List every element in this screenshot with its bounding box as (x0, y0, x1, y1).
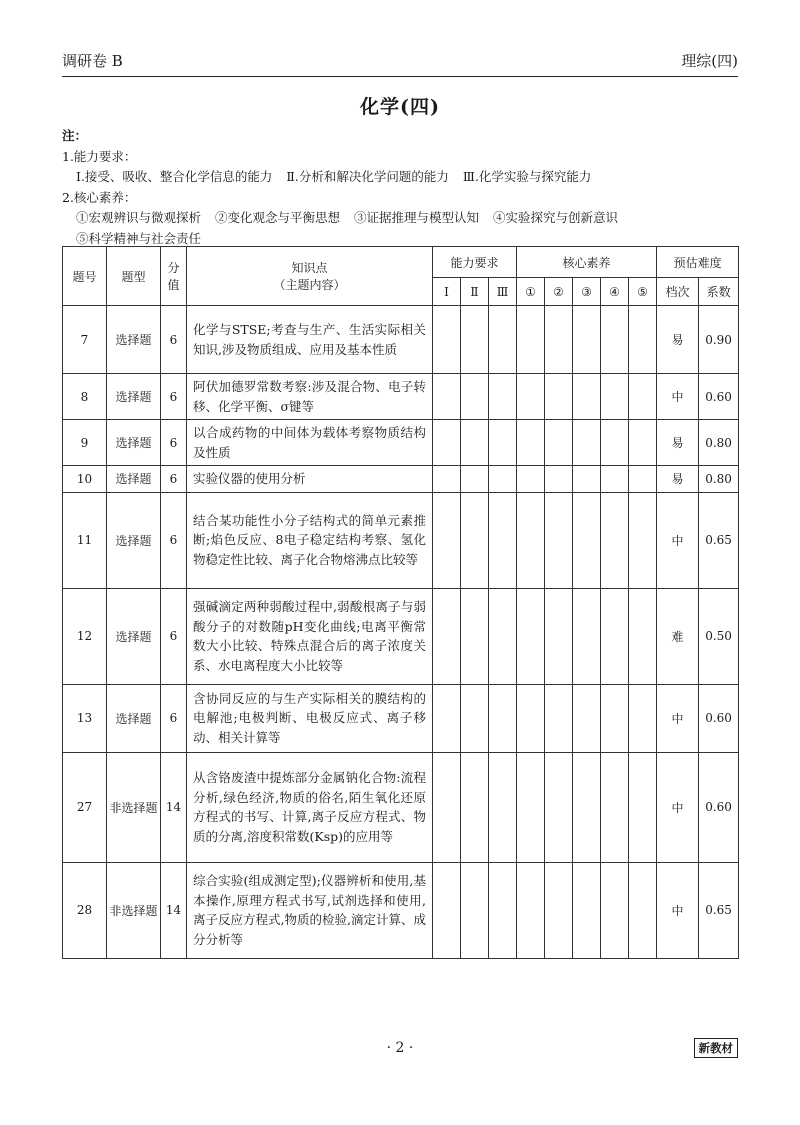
empty-cell (573, 684, 601, 752)
cell-type: 选择题 (107, 588, 161, 684)
cell-num: 12 (63, 588, 107, 684)
table-row (63, 306, 739, 374)
header-ability-col: Ⅲ (489, 278, 517, 306)
cell-num: 9 (63, 420, 107, 466)
literacy-item: ③证据推理与模型认知 (354, 210, 480, 225)
empty-cell (601, 306, 629, 374)
cell-coef: 0.60 (699, 752, 739, 862)
cell-score: 6 (161, 492, 187, 588)
cell-level: 中 (657, 752, 699, 862)
check-mark (601, 862, 629, 958)
empty-cell (601, 588, 629, 684)
check-mark (545, 374, 573, 420)
cell-score: 14 (161, 862, 187, 958)
header-type: 题型 (107, 247, 161, 306)
table-row (63, 466, 739, 493)
check-mark (545, 684, 573, 752)
table-row (63, 420, 739, 466)
notes-label: 注： (62, 128, 88, 143)
check-mark (629, 752, 657, 862)
header-score-line2: 值 (167, 278, 180, 292)
cell-type: 非选择题 (107, 862, 161, 958)
cell-topic: 实验仪器的使用分析 (187, 466, 433, 493)
check-mark (545, 752, 573, 862)
cell-score: 6 (161, 466, 187, 493)
empty-cell (601, 374, 629, 420)
table-row (63, 492, 739, 588)
cell-level: 中 (657, 862, 699, 958)
header-difficulty-group: 预估难度 (657, 247, 739, 278)
header-score-line1: 分 (167, 261, 180, 275)
literacy-item: ⑤科学精神与社会责任 (76, 230, 202, 246)
empty-cell (629, 492, 657, 588)
check-mark (461, 420, 489, 466)
cell-topic: 从含铬废渣中提炼部分金属钠化合物:流程分析,绿色经济,物质的俗名,陌生氧化还原方程式的书写、计算,离子反应方程式、物质的分离,溶度积常数(Ksp)的应用等 (187, 752, 433, 862)
header-literacy-col: ⑤ (629, 278, 657, 306)
check-mark (461, 492, 489, 588)
empty-cell (489, 588, 517, 684)
cell-level: 中 (657, 684, 699, 752)
header-level-col: 档次 (657, 278, 699, 306)
cell-type: 非选择题 (107, 752, 161, 862)
check-mark (517, 862, 545, 958)
cell-level: 易 (657, 420, 699, 466)
empty-cell (545, 466, 573, 493)
check-mark (433, 684, 461, 752)
check-mark (573, 466, 601, 493)
empty-cell (433, 752, 461, 862)
check-mark (517, 752, 545, 862)
check-mark (461, 374, 489, 420)
cell-num: 10 (63, 466, 107, 493)
header-coef-col: 系数 (699, 278, 739, 306)
check-mark (545, 862, 573, 958)
cell-coef: 0.65 (699, 862, 739, 958)
cell-type: 选择题 (107, 684, 161, 752)
check-mark (461, 752, 489, 862)
table-row (63, 752, 739, 862)
cell-num: 8 (63, 374, 107, 420)
check-mark (517, 588, 545, 684)
check-mark (489, 466, 517, 493)
cell-num: 27 (63, 752, 107, 862)
check-mark (517, 306, 545, 374)
check-mark (517, 684, 545, 752)
empty-cell (489, 684, 517, 752)
cell-topic: 含协同反应的与生产实际相关的膜结构的电解池;电极判断、电极反应式、离子移动、相关计算等 (187, 684, 433, 752)
edition-badge: 新教材 (694, 1038, 739, 1058)
empty-cell (573, 588, 601, 684)
ability-heading: 1.能力要求： (62, 148, 137, 164)
cell-topic: 以合成药物的中间体为载体考察物质结构及性质 (187, 420, 433, 466)
empty-cell (629, 374, 657, 420)
cell-topic: 结合某功能性小分子结构式的简单元素推断;焰色反应、8电子稳定结构考察、氢化物稳定性比较、离子化合物熔沸点比较等 (187, 492, 433, 588)
header-divider (62, 76, 738, 77)
subject-label: 理综(四) (681, 52, 738, 70)
cell-coef: 0.80 (699, 466, 739, 493)
check-mark (545, 420, 573, 466)
header-literacy-col: ④ (601, 278, 629, 306)
check-mark (489, 862, 517, 958)
empty-cell (545, 306, 573, 374)
header-score (161, 247, 187, 306)
notes-section (62, 126, 618, 249)
empty-cell (629, 684, 657, 752)
check-mark (489, 752, 517, 862)
check-mark (545, 492, 573, 588)
page-header (62, 50, 738, 74)
check-mark (517, 374, 545, 420)
check-mark (573, 492, 601, 588)
empty-cell (489, 492, 517, 588)
check-mark (573, 752, 601, 862)
literacy-item: ④实验探究与创新意识 (493, 210, 619, 225)
cell-coef: 0.80 (699, 420, 739, 466)
check-mark (601, 466, 629, 493)
empty-cell (601, 492, 629, 588)
empty-cell (601, 420, 629, 466)
cell-type: 选择题 (107, 374, 161, 420)
cell-score: 6 (161, 588, 187, 684)
empty-cell (629, 466, 657, 493)
cell-num: 11 (63, 492, 107, 588)
cell-score: 6 (161, 420, 187, 466)
empty-cell (489, 306, 517, 374)
cell-level: 难 (657, 588, 699, 684)
header-literacy-col: ① (517, 278, 545, 306)
cell-coef: 0.50 (699, 588, 739, 684)
table-body (63, 306, 739, 959)
check-mark (601, 752, 629, 862)
empty-cell (461, 306, 489, 374)
cell-score: 6 (161, 306, 187, 374)
cell-num: 28 (63, 862, 107, 958)
table-row (63, 684, 739, 752)
cell-type: 选择题 (107, 466, 161, 493)
check-mark (461, 466, 489, 493)
cell-level: 中 (657, 374, 699, 420)
cell-coef: 0.90 (699, 306, 739, 374)
analysis-table (62, 246, 739, 959)
cell-score: 6 (161, 684, 187, 752)
check-mark (461, 862, 489, 958)
empty-cell (573, 420, 601, 466)
literacy-list (62, 208, 618, 229)
page-title: 化学(四) (360, 96, 440, 118)
header-topic-line2: （主题内容） (273, 278, 346, 292)
header-num: 题号 (63, 247, 107, 306)
header-topic-line1: 知识点 (291, 261, 328, 275)
empty-cell (489, 374, 517, 420)
table-row (63, 374, 739, 420)
header-literacy-col: ③ (573, 278, 601, 306)
cell-topic: 强碱滴定两种弱酸过程中,弱酸根离子与弱酸分子的对数随pH变化曲线;电离平衡常数大小比较、特殊点混合后的离子浓度关系、水电离程度大小比较等 (187, 588, 433, 684)
cell-type: 选择题 (107, 420, 161, 466)
check-mark (461, 588, 489, 684)
empty-cell (629, 420, 657, 466)
check-mark (461, 684, 489, 752)
cell-coef: 0.60 (699, 374, 739, 420)
check-mark (517, 466, 545, 493)
ability-item: Ⅱ.分析和解决化学问题的能力 (286, 169, 449, 184)
check-mark (433, 306, 461, 374)
page-number: · 2 · (386, 1040, 414, 1056)
cell-score: 6 (161, 374, 187, 420)
cell-level: 易 (657, 306, 699, 374)
cell-topic: 化学与STSE;考查与生产、生活实际相关知识,涉及物质组成、应用及基本性质 (187, 306, 433, 374)
header-ability-col: Ⅰ (433, 278, 461, 306)
cell-level: 易 (657, 466, 699, 493)
literacy-item: ①宏观辨识与微观探析 (76, 210, 202, 225)
cell-level: 中 (657, 492, 699, 588)
cell-coef: 0.60 (699, 684, 739, 752)
ability-list (62, 167, 618, 188)
check-mark (489, 420, 517, 466)
cell-type: 选择题 (107, 306, 161, 374)
empty-cell (517, 420, 545, 466)
check-mark (629, 306, 657, 374)
table-row (63, 862, 739, 958)
cell-coef: 0.65 (699, 492, 739, 588)
cell-type: 选择题 (107, 492, 161, 588)
empty-cell (433, 374, 461, 420)
cell-topic: 阿伏加德罗常数考察:涉及混合物、电子转移、化学平衡、σ键等 (187, 374, 433, 420)
empty-cell (517, 492, 545, 588)
cell-topic: 综合实验(组成测定型);仪器辨析和使用,基本操作,原理方程式书写,试剂选择和使用,离子反应方程式,物质的检验,滴定计算、成分分析等 (187, 862, 433, 958)
empty-cell (573, 306, 601, 374)
header-literacy-group: 核心素养 (517, 247, 657, 278)
header-ability-col: Ⅱ (461, 278, 489, 306)
check-mark (433, 588, 461, 684)
cell-num: 13 (63, 684, 107, 752)
check-mark (573, 374, 601, 420)
empty-cell (433, 492, 461, 588)
header-ability-group: 能力要求 (433, 247, 517, 278)
check-mark (433, 862, 461, 958)
empty-cell (629, 588, 657, 684)
header-literacy-col: ② (545, 278, 573, 306)
empty-cell (629, 862, 657, 958)
header-topic (187, 247, 433, 306)
check-mark (545, 588, 573, 684)
literacy-item: ②变化观念与平衡思想 (215, 210, 341, 225)
exam-label: 调研卷 B (62, 52, 123, 70)
check-mark (573, 862, 601, 958)
empty-cell (433, 466, 461, 493)
empty-cell (601, 684, 629, 752)
cell-num: 7 (63, 306, 107, 374)
empty-cell (433, 420, 461, 466)
ability-item: Ⅰ.接受、吸收、整合化学信息的能力 (76, 169, 273, 184)
cell-score: 14 (161, 752, 187, 862)
literacy-heading: 2.核心素养： (62, 189, 137, 205)
ability-item: Ⅲ.化学实验与探究能力 (462, 169, 592, 184)
table-row (63, 588, 739, 684)
